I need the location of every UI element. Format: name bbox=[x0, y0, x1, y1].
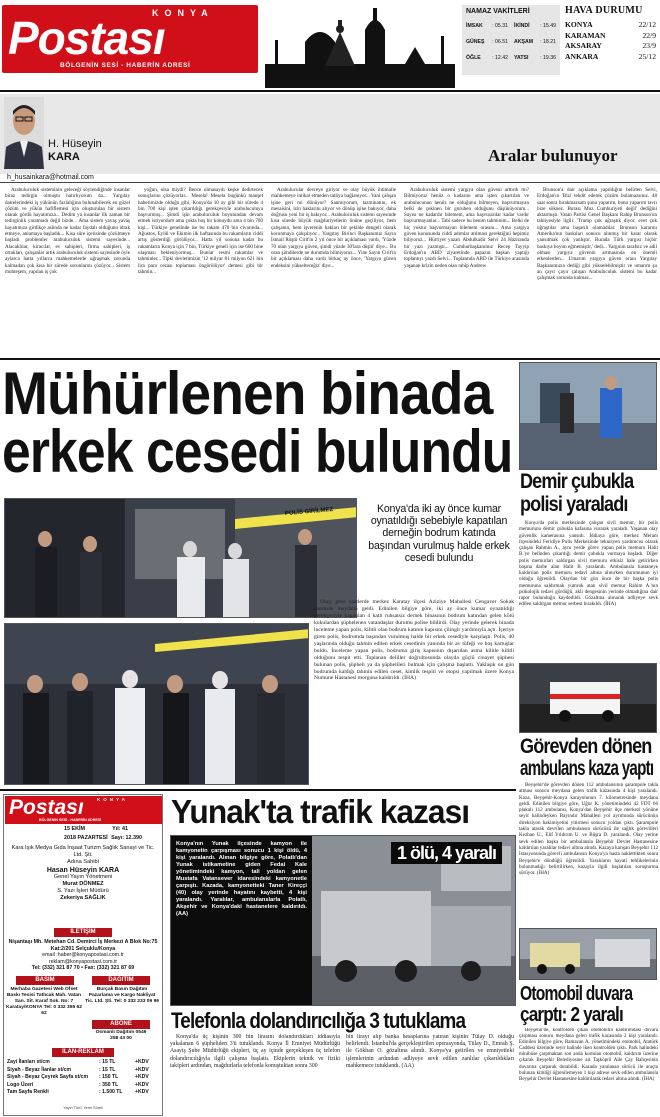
telefon-paragraph-1: Konya'da üç kişinin 300 bin lirasını dolandırdıkları iddiasıyla yakalanan 6 şüpheliden 3'ü tutuklandı. Konya İl Emniyet Müdürlüğü Asayiş Şube Müdürlüğü ekipleri, üç ay içinde gerçekleşen üç telefon dolandırıcılığıyla ilgili çalışma başlattı. Ekiplerin teknik ve fiziki takipleri ardından, mağdurlarla telefonla konuştuktan sonra 300 bbox=[170, 1034, 340, 1069]
weather-temp: 25/12 bbox=[638, 51, 656, 61]
crime-scene-image-2 bbox=[5, 624, 309, 785]
weather-row bbox=[565, 41, 660, 52]
column-paragraph: Brunson'a dair açıklama yapıldığını belirten Selvi, Erdoğan'ın 'Bizi tehdit ederek çözüm bulamazsınız. 48 saat sonra bırakmazsam şunu yaparım, bunu yaparım tavrı bize söknez. Burası Muz Cumhuriyeti değil' dediğini aktarmıştı. Vatan Partisi Genel Başkanı Rahip Brunson'un tahliyesiyle ilgili: 'Trump çok uğraştık diyor, evet çok uğraştılar ama başarılı olamadılar. Brunson kararını Amerika'nın baskıları sonucu alınmış bir karar olarak yansıtmak çok yanlıştır. Burada Türk yargısı hiçbir baskıya boyun eğmemiştir,' dedi... Yargının tarafsız ve adil olması yargıya güvenin artmasında en önemli etkenlerden... Umarım yargıya güven oranı Yargıtay Başkanımızın dediği gibi yükselebilmiştir ve umarım şu an çayır çayır çalışan Arabuluculuk sistemi bu kadar çalışmak zorunda kalmaz... bbox=[537, 187, 657, 282]
imprint-staff bbox=[8, 845, 158, 903]
demir-paragraph: Konya'da polis merkezinde çalışan sivil memur, bir polis memurunu demir çubukla kafasına vurarak yaraladı. Yaşanan olay güvenlik kamerasına yansıdı. İddiaya göre, merkez Meram ilçesindeki Feridiye Polis Merkezinde teknisyen yardımcısı olarak çalışan Rahmin A., aynı yerde görev yapan polis memuru Halit B.'ye belinden çıkardığı demir çubukla vurmaya başladı. Diğer polis memurları saldırgan sivil memuru etkisiz hale getirirken başına darbe alan Halit B. yaralandı. Ambulansla hastaneye kaldırılan polis memuru tedavi altına alınırken durumunun iyi olduğu öğrenildi. Olaydan bir gün önce de bir başka polis memuruna saldırmak yumruk atan sivil memur Rahim A.'nın psikolojik tedavi gördüğü, akli dengesinin yerinde olmadığına dair rapor bulunduğu kaydedildi. Gözaltına alınarak adliyeye sevk edilen saldırgan memur serbest bırakıldı. (İHA) bbox=[519, 520, 658, 608]
yunak-lead-box bbox=[171, 836, 312, 1006]
ad-price-row bbox=[7, 1074, 159, 1082]
contact-block bbox=[7, 939, 159, 972]
logo-main-text: Postası bbox=[8, 12, 165, 64]
ad-price-row bbox=[7, 1059, 159, 1067]
prayer-label: YATSI bbox=[514, 55, 529, 62]
telefon-col-2 bbox=[346, 1034, 514, 1117]
gorev-body bbox=[519, 782, 658, 926]
weather-city: AKSARAY bbox=[565, 41, 602, 51]
owner-name: Hasan Hüseyin KARA bbox=[46, 866, 120, 874]
ad-price: : 350 TL bbox=[99, 1081, 119, 1088]
print-title: BASIM bbox=[16, 976, 74, 985]
telefon-paragraph-2: bin lirayı alıp banka hesaplarına yatıran kişinin Tülay D. olduğu belirlendi. İstanbul'da gerçekleştirilen operasyonda, Tülay D., Emrah Ş. ile Gökhan O. gözaltına alındı. Konya'ya getirilen ve emniyetteki işlemlerinin ardından adliyeye sevk edilen zanlılar çıkarıldıkları mahkemece tutuklandı. (AA) bbox=[346, 1034, 514, 1069]
imprint-year: Yıl: 41 bbox=[112, 826, 128, 832]
ad-price: : 15 TL bbox=[99, 1059, 116, 1065]
imprint-date-block bbox=[4, 826, 162, 841]
imprint-date: 15 EKİM bbox=[64, 826, 85, 832]
column-paragraph: Arabulucular devreye giriyor ve olay büyük ihtimalle mahkemeye intikal etmeden tatlıya bağlanıyor... Yani çalışan işine geri mi dönüyor? Sanmıyorum, tazminatını, ek mesaisini, izin haklarını alıyor ve dönüp işine bakıyor, daha doğrusu yeni bir iş bakıyor... Arabuluculuk sistemi sayesinde kısa sürede büyük mağduriyetlerin önüne geçiliyor, hem çalışanın, hem işverenin hakları bir şekilde dengeli olarak korunmaya çalışılıyor... Yargıtay Birinci Başkanımız Sayın İsmail Rüştü Cirit'in 2 yıl önce bir açıklaması vardı, 'Yüzde 70 olan yargıya güven, şimdi yüzde 30'lara düştü' diye... Bu oran şimdilerde ne durumda bilmiyoruz... Yine Sayın Cirit'in bir açıklaması daha vardı birkaç ay önce, 'Yargıya güven endeksini yükselteceğiz' diye... bbox=[271, 187, 396, 269]
ad-price-row bbox=[7, 1067, 159, 1075]
otomobil-body bbox=[519, 1028, 658, 1117]
demir-headline-2: polisi yaraladı bbox=[520, 493, 628, 516]
prayer-time-item bbox=[514, 39, 556, 45]
prayer-time-item bbox=[466, 55, 508, 61]
imprint-day: 2018 PAZARTESİ bbox=[64, 834, 108, 841]
weather-row bbox=[565, 31, 660, 42]
telefon-col-1 bbox=[170, 1034, 340, 1117]
prayer-label: İKİNDİ bbox=[514, 22, 530, 29]
weather-city: KONYA bbox=[565, 20, 593, 30]
printer-info: Merhaba Gazetesi Web Ofset Baskı Tesisi Tatlıcak Mah. Vatan San. Sit. Karaf Sok. No: 7 Karatay/KONYA Tel: 0 332 355 62 62 bbox=[6, 987, 82, 1017]
ad-price-row bbox=[7, 1089, 159, 1097]
imprint-email-news[interactable]: email :haber@konyapostasi.com.tr bbox=[42, 952, 124, 959]
mevlana-silhouette-image bbox=[265, 2, 455, 88]
prayer-grid bbox=[466, 23, 556, 62]
column-text-2 bbox=[138, 187, 263, 355]
demir-photo bbox=[519, 362, 657, 470]
column-rule bbox=[0, 182, 660, 183]
columnist-first-name: H. Hüseyin bbox=[48, 138, 102, 150]
column-text-4 bbox=[404, 187, 529, 355]
ambulance-photo bbox=[519, 663, 657, 733]
distributor-info: Burçak Basın Dağıtım Pazarlama ve Kargo Nakliyat Tic. Ltd. Şti. Tel: 0 332 233 09 99 bbox=[84, 987, 160, 1005]
prayer-label: ÖĞLE bbox=[466, 55, 481, 62]
masthead bbox=[0, 0, 660, 92]
prayer-label: GÜNEŞ bbox=[466, 38, 485, 45]
contact-title: İLETİŞİM bbox=[54, 928, 112, 937]
columnist-photo bbox=[4, 97, 44, 169]
imprint-logo-main: Postası bbox=[9, 796, 84, 819]
telefon-headline: Telefonla dolandırıcılığa 3 tutuklama bbox=[171, 1008, 466, 1033]
car-photo bbox=[519, 928, 657, 980]
crime-scene-image-1 bbox=[5, 499, 357, 618]
main-story-body bbox=[314, 599, 514, 787]
ad-price-row bbox=[7, 1082, 159, 1090]
editor-name: Murat DÖNMEZ bbox=[62, 881, 104, 888]
weather-temp: 23/9 bbox=[642, 41, 656, 51]
main-headline-2: erkek cesedi bulundu bbox=[2, 418, 513, 485]
bottom-rule bbox=[0, 789, 516, 791]
prayer-time: : 12.42 bbox=[492, 55, 508, 62]
owner-label: Adına Sahibi bbox=[67, 859, 99, 866]
prayer-times-box bbox=[462, 5, 560, 75]
column-paragraph: Arabuluculuk sisteminin geleceği söylendiğinde insanlar biraz tedirgin olmuştu hatırlıyorum da... Yargıtay dairelerindeki iş yükünün fazlalığına bulunabilecek en güzel çözüm ve yükün hafiflemesi için oluşturulan bir sistem olarak gördü hayatımıza... Dedim ya insanlar ilk zaman bir tedirginlik yaratmadı değil bizde... Ama sistem yavaş yavaş hayatımıza girdikçe aslında ne kadar faydalı olduğunu idrak etmeye, anlamaya başladık... Kısa süre içerisinde çözülmeye başladı problemler arabuluculuk sistemi sayesinde... Alacaklılar, kiracılar, ev sahipleri, firma sahipleri, iş ortakları, çalışanlar artık arabuluculuk sistemi sayesinde öyle aylarca hatta yıllarca mahkemelerde uğraşmak zorunda kalmadan çok kısa bir sürede sorunlarını çözüyor... Sistem muhteşem, yapılan iş çok bbox=[5, 187, 130, 275]
manager-label: S. Yazı İşleri Müdürü bbox=[57, 888, 109, 895]
prayer-time-item bbox=[466, 39, 508, 45]
imprint-logo-slogan: BÖLGENİN SESİ - HABERİN ADRESİ bbox=[39, 818, 102, 822]
column-title: Aralar bulunuyor bbox=[488, 146, 618, 165]
crime-scene-photo-2 bbox=[4, 623, 309, 785]
imprint-footer: Yayın Türü: Yerel Süreli bbox=[63, 1106, 103, 1110]
logo-konya: KONYA bbox=[152, 8, 214, 18]
police-tape-label: POLİS GİRİLMEZ bbox=[284, 506, 334, 518]
dist-title: DAĞITIM bbox=[92, 976, 150, 985]
otomobil-headline-1: Otomobil duvara bbox=[520, 983, 633, 1005]
imprint-logo[interactable] bbox=[5, 796, 162, 824]
ad-price: : 150 TL bbox=[99, 1074, 119, 1081]
yunak-lead: Konya'nın Yunak ilçesinde kamyon ile kamyonetin çarpışması sonucu 1 kişi öldü, 4 kişi yaralandı. Alınan bilgiye göre, Polatlı'dan Yunak istikametine giden Fedai Kale yönetimindeki kamyon, tali yoldan gelen Mustafa Vatansever idaresindeki kamyonetle çarpıştı. Kazada, kamyonetteki Taner Kireççi (40) olay yerinde hayatını kaybetti, 4 kişi yaralandı. Yaralılar, ambulanslarla Polatlı, Akşehir ve Konya'daki hastanelere kaldırıldı. (AA) bbox=[176, 841, 307, 918]
ad-label: Logo Üzeri bbox=[7, 1081, 34, 1088]
prayer-time: : 18.21 bbox=[540, 38, 556, 45]
columnist-last-name: KARA bbox=[48, 151, 80, 163]
logo-slogan: BÖLGENİN SESİ - HABERİN ADRESİ bbox=[60, 62, 191, 69]
prayer-time: : 06.51 bbox=[492, 38, 508, 45]
gorev-headline-1: Görevden dönen bbox=[520, 735, 652, 758]
yunak-photo bbox=[170, 835, 516, 1006]
subscription-info: Osmanlı Dağıtım 0549 258 43 00 bbox=[95, 1030, 147, 1041]
ambulance-image bbox=[520, 664, 657, 733]
ad-label: Siyah - Beyaz İlanlar st/cm bbox=[7, 1066, 71, 1073]
gorev-headline-2: ambulans kaza yaptı bbox=[520, 757, 654, 780]
imprint-box bbox=[3, 794, 163, 1116]
weather-box bbox=[565, 5, 660, 80]
ad-label: Zayi İlanları st/cm bbox=[7, 1059, 50, 1065]
column-paragraph: yoğun, olsa miydi? Bence olmasaydı keşke dedirtecek sonuçlarını çözüyorlar... Mesela! Mesela bugünkü manşet haberimizde olduğu gibi, Konya'da 10 ay gibi bir sürede 4 bin 700 kişi işten çıkarıldığı gerekçesiyle arabuluculuya başvurmuş... Şimdi işin arabuluculuk boyutundan devam etmek istiyordum ama çokta hoş bir konuydu ama 4 bin 700 kişi... Türkiye genelinde ise bu rakam 470 bin civarında... Ağustos, Eylül ve Ekimin ilk haftasında bu rakamların ciddi artış gösterdiği görülüyor... Hatta yıl sonuna kadar bu rakamların Konya için 7 bin, Türkiye geneli için ise 600 bine ulaşması bekleniyormuş... Bunlar resmi rakamlar ve tahminler... Tipki devletimizin '12 milyar 81 milyon 621 bin lira para cezası toplaması öngörülüyor' demesi gibi bir tahmin... bbox=[138, 187, 263, 275]
prayer-time-item bbox=[514, 23, 556, 29]
prayer-time: : 19.36 bbox=[540, 55, 556, 62]
ad-vat: +KDV bbox=[135, 1089, 149, 1096]
masthead-rule bbox=[0, 90, 660, 92]
ad-label: Siyah - Beyaz Çeyrek Sayfa st/cm bbox=[7, 1074, 88, 1081]
ads-price-list bbox=[7, 1059, 159, 1097]
ad-vat: +KDV bbox=[135, 1081, 149, 1088]
ad-vat: +KDV bbox=[135, 1059, 149, 1065]
column-text-1 bbox=[5, 187, 130, 355]
imprint-address: Nişantaşı Mh. Metehan Cd. Demirci İş Merkezi A Blok No:75 Kat:2/201 Selçuklu/Konya bbox=[8, 939, 158, 952]
editor-label: Genel Yayın Yönetmeni bbox=[53, 873, 113, 880]
prayer-time-item bbox=[466, 23, 508, 29]
main-subhead: Konya'da iki ay önce kumar oynatıldığı sebebiyle kapatılan derneğin bodrum katında başından vurulmuş halde erkek cesedi bulundu bbox=[368, 503, 510, 564]
imprint-issue: Sayı: 12.390 bbox=[111, 834, 142, 841]
imprint-phone: Tel: (332) 321 87 70 • Fax: (332) 321 87 69 bbox=[31, 965, 135, 972]
weather-list bbox=[565, 20, 660, 62]
prayer-title: NAMAZ VAKİTLERİ bbox=[466, 8, 530, 15]
demir-body bbox=[519, 520, 658, 660]
prayer-time: : 15.49 bbox=[540, 22, 556, 29]
columnist-email[interactable]: h_husainkara@hotmail.com bbox=[7, 174, 94, 181]
column-text-5 bbox=[537, 187, 657, 355]
ad-vat: +KDV bbox=[135, 1066, 149, 1073]
prayer-label: AKŞAM bbox=[514, 38, 534, 45]
yunak-headline: Yunak'ta trafik kazası bbox=[171, 793, 470, 830]
demir-headline-1: Demir çubukla bbox=[520, 470, 634, 493]
weather-city: KARAMAN bbox=[565, 30, 606, 40]
masthead-logo[interactable] bbox=[2, 5, 258, 73]
yunak-casualty-badge: 1 ölü, 4 yaralı bbox=[391, 842, 502, 864]
ad-vat: +KDV bbox=[135, 1074, 149, 1081]
weather-row bbox=[565, 52, 660, 63]
owner-company: Kara Işık Medya Gıda İnşaat Turizm Sağlık Sanayi ve Tic. Ltd. Şti. bbox=[11, 845, 155, 859]
main-story-paragraph: Olay, gece saatlerde merkez Karatay ilçesi Aziziye Mahallesi Cengaver Sokak üzerinde meydana geldi. Edinilen bilgiye göre, iki ay önce kumar oynatıldığı gerekçesiyle kapatılan 4 katlı ruhsatsız dernek binasının bodrum katından gelen kötü kokulardan şüphelenen vatandaşlar durumu polise bildirdi. Olay yerinde gelerek binada inceleme yapan polis, kilitli olan bodrum katının kapısını çilingir yardımıyla açtı. İçeriye giren polis, bodrumda başından vurulmuş halde bir erkek cesediyle karşılaştı. Polis, 40 yaşlarında olduğu tahmin edilen erkek cesedinin yanında bir av tüfeği ve boş kartuşlar buldu. İnceleme yapan polis, bodruma giriş kapısının dışarıdan asma kilitle kilitli olduğunu tespit etti. Toplanan deliller doğrultusunda olayda güçlü cinayet şüphesi bulunan polis, şüpheli ya da şüphelileri bulmak için çalışma başlattı. Yaklaşık on gün bodrumda kaldığı tahmin edilen ceset, kimlik tespiti ve otopsi yapılmak üzere Konya Numune Hastanesi morguna kaldırıldı. (İHA) bbox=[314, 599, 514, 682]
weather-title: HAVA DURUMU bbox=[565, 5, 643, 16]
imprint-email-ads[interactable]: reklam@konyapostasi.com.tr bbox=[48, 958, 118, 965]
prayer-time: : 05.31 bbox=[492, 22, 508, 29]
ad-label: Tam Sayfa Renkli bbox=[7, 1089, 49, 1096]
imprint-logo-konya: KONYA bbox=[97, 797, 128, 802]
weather-city: ANKARA bbox=[565, 51, 599, 61]
ad-price: : 1.500 TL bbox=[99, 1089, 123, 1096]
car-wall-image bbox=[520, 929, 657, 980]
prayer-label: İMSAK bbox=[466, 22, 483, 29]
prayer-time-item bbox=[514, 55, 556, 61]
ad-price: : 15 TL bbox=[99, 1066, 116, 1073]
manager-name: Zekeriya SAĞLIK bbox=[60, 895, 106, 902]
ads-title: İLAN-REKLAM bbox=[52, 1048, 114, 1057]
column-paragraph: Arabuluculuk sistemi yargıya olan güveni arttırdı mı? Bilmiyoruz henüz o kadarını ama işten çıkartılan ve arabulucunun henüz ne olduğunu bilmeyen, başvurmayan belki de çekinen bir guruben olduğunu düşünüyorum... Sayısı ne kadardır bilemem, ama başvurarılar kadar vardır başvurmayanlar... Tabi sadece bu benim tahminim... Belki de hiç yoktur başvurmayan bilemem orasını... Ama yargıya güven konusunda ciddi adımlar atılması gerektiğini hepimiz biliyoruz... Hürriyet yazarı Abdulkadir Selvi 24 Haziranda bir yazı yazmıştı... Cumhurbaşkanımız Recep Tayyip Erdoğan'ın ABD ziyaretinde papazın başkan yaptığı toplantıyı yazdı Selvi... Toplantıda ABD ile Türkiye arasında yaşanan krizin neden olan rahip Andrew bbox=[404, 187, 529, 269]
subscription-title: ABONE bbox=[92, 1020, 150, 1029]
gorev-paragraph: Beyşehir'de görevden dönen 112 ambulansının şarampole takla atması sonucu meydana gelen trafik kazasında 4 kişi yaralandı. Kaza, Beyşehir-Konya karayolunun 7. kilometresinde meydana geldi. Edinilen bilgiye göre, Uğur K. yönetimindeki 42 FDT 66 plakalı 112 ambulansı, Konya'dan Beyşehir ilçe merkezi yönüne seyir halindeyken Bayındır Mahallesi yol ayrımında sürücünün direksiyon hakimiyetini yitirmesi sonucu yoldan çıktı. Şarampole takla atarak devrilen ambulansın sürücüsü ile sağlık görevlileri Kezban U., Elif Yıldırım U. ve Büşra D. yaralandı. Olay yerine sevk edilen başka bir ambulansla Beyşehir Devlet Hastanesine kaldırılan yaralılar tedavi altına alındı. Kazaya karışan Beyşehir 112 İstasyonunda görevli ambulansın Konya'ya hasta naklettikten sonra Beyşehir'e döndüğü öğrenildi. Yaralıların hayati tehlikelerinin bulunmadığı belirtilirken, kazayla ilgili başlatılan soruşturma sürüyor. (İHA) bbox=[519, 782, 658, 877]
weather-temp: 22/12 bbox=[638, 20, 656, 30]
otomobil-headline-2: çarptı: 2 yaralı bbox=[520, 1004, 623, 1026]
weather-row bbox=[565, 20, 660, 31]
otomobil-paragraph: Beyşehir'de, kontrolden çıkan otomobilin kaldırımdaki duvara çarpması sonucu meydana gelen trafik kazasında 2 kişi yaralandı. Edinilen bilgiye göre, Ramazan A. yönetimindeki otomobil, Atatürk Caddesi üzerinde seyir halinde iken kontrolden çıktı. Park halindeki minibüse çarpmaktan son anda kurtulan otomobil, kaldırım üzerine çıkarak Beyşehir Belediyesine ait Taşköprü Aile Çay Bahçesinin duvarına çarparak durabildi. Kazada yaralanan sürücü ile araçta bulunan kimliği öğrenilemeyen 1 kişi adrese sevk edilen ambulansla Beyşehir Devlet Hastanesine kaldırılarak tedavi altına alındı. (İHA) bbox=[519, 1028, 658, 1082]
weather-temp: 22/9 bbox=[642, 30, 656, 40]
main-headline-1: Mühürlenen binada bbox=[2, 360, 493, 427]
column-text-3 bbox=[271, 187, 396, 355]
cctv-image bbox=[520, 363, 657, 470]
crime-scene-photo-1 bbox=[4, 498, 357, 618]
